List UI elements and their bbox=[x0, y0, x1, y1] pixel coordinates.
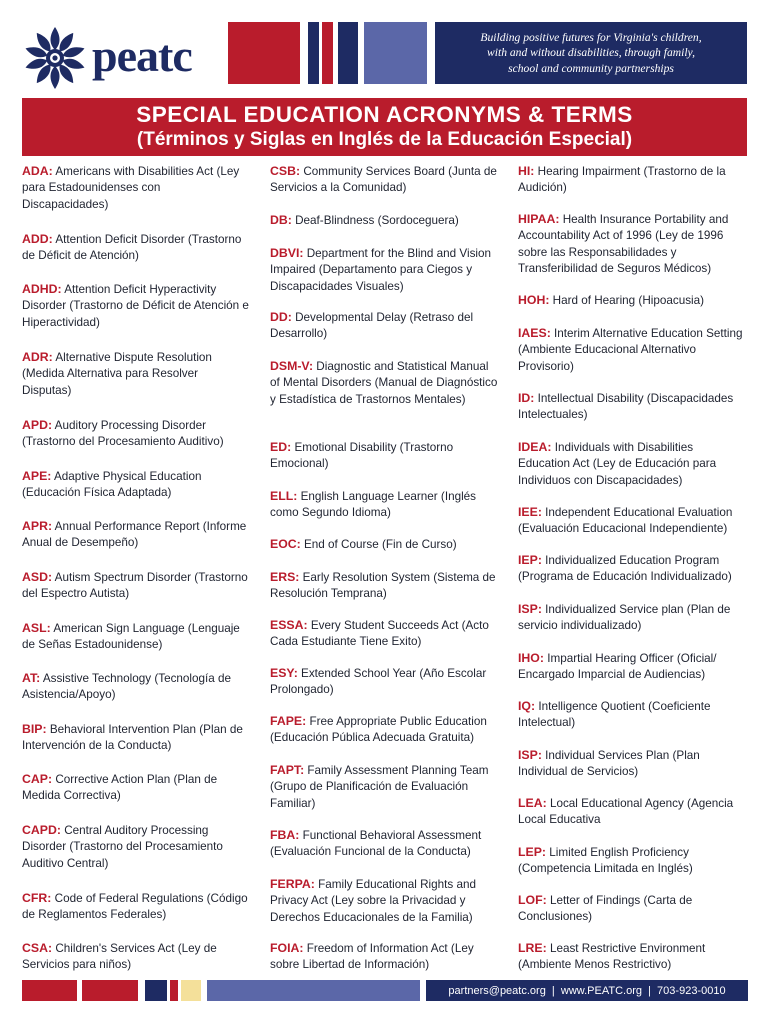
acronym-definition: Independent Educational Evaluation (Evaluación Educacional Independiente) bbox=[518, 506, 733, 536]
acronym-term: DD: bbox=[270, 310, 292, 324]
acronym-entry bbox=[22, 518, 250, 552]
acronym-entry bbox=[22, 940, 250, 974]
acronym-entry bbox=[22, 670, 250, 704]
acronym-entry bbox=[270, 713, 498, 747]
acronym-definition: Freedom of Information Act (Ley sobre Libertad de Información) bbox=[270, 942, 474, 972]
acronym-entry bbox=[518, 795, 748, 829]
acronym-term: CAP: bbox=[22, 772, 53, 786]
acronym-definition: Behavioral Intervention Plan (Plan de Intervención de la Conducta) bbox=[22, 723, 243, 753]
acronym-entry bbox=[270, 439, 498, 473]
acronym-term: FAPE: bbox=[270, 714, 307, 728]
acronym-entry bbox=[22, 771, 250, 805]
header-bar-red-2 bbox=[322, 22, 333, 84]
acronym-definition: Functional Behavioral Assessment (Evaluación Funcional de la Conducta) bbox=[270, 829, 482, 859]
acronym-definition: Adaptive Physical Education (Educación Física Adaptada) bbox=[22, 470, 202, 500]
page-subtitle: (Términos y Siglas en Inglés de la Educación Especial) bbox=[136, 129, 633, 150]
acronym-entry bbox=[518, 650, 748, 684]
acronym-definition: Local Educational Agency (Agencia Local Educativa bbox=[518, 797, 734, 827]
acronym-definition: Developmental Delay (Retraso del Desarrollo) bbox=[270, 311, 474, 341]
acronym-definition: American Sign Language (Lenguaje de Señas Estadounidense) bbox=[22, 622, 240, 652]
acronym-entry bbox=[518, 292, 748, 309]
acronym-term: ED: bbox=[270, 440, 292, 454]
acronym-entry bbox=[270, 309, 498, 343]
header-bar-red-1 bbox=[228, 22, 300, 84]
acronym-term: ASL: bbox=[22, 621, 51, 635]
acronym-entry bbox=[518, 892, 748, 926]
acronym-definition: Diagnostic and Statistical Manual of Mental Disorders (Manual de Diagnóstico y Estadística de Trastornos Mentales) bbox=[270, 360, 498, 406]
peatc-logo bbox=[22, 22, 212, 94]
acronym-entry bbox=[22, 822, 250, 872]
acronym-entry bbox=[270, 163, 498, 197]
acronym-entry bbox=[22, 468, 250, 502]
acronym-definition: Hard of Hearing (Hipoacusia) bbox=[552, 294, 705, 307]
acronym-definition: Impartial Hearing Officer (Oficial/ Encargado Imparcial de Audiencias) bbox=[518, 652, 717, 682]
acronym-entry bbox=[270, 665, 498, 699]
acronym-term: ESY: bbox=[270, 666, 298, 680]
acronym-definition: Letter of Findings (Carta de Conclusiones) bbox=[518, 894, 693, 924]
acronym-term: LEA: bbox=[518, 796, 547, 810]
acronym-definition: Attention Deficit Hyperactivity Disorder (Trastorno de Déficit de Atención e Hiperactividad) bbox=[22, 283, 249, 329]
acronym-entry bbox=[22, 569, 250, 603]
acronym-term: FOIA: bbox=[270, 941, 304, 955]
footer-bar-red-1 bbox=[22, 980, 77, 1001]
acronym-entry bbox=[518, 325, 748, 375]
acronym-term: ISP: bbox=[518, 602, 542, 616]
acronym-definition: Central Auditory Processing Disorder (Trastorno del Procesamiento Auditivo Central) bbox=[22, 824, 223, 870]
acronym-definition: Individual Services Plan (Plan Individual de Servicios) bbox=[518, 749, 700, 779]
acronym-definition: Emotional Disability (Trastorno Emocional) bbox=[270, 441, 454, 471]
acronym-definition: Free Appropriate Public Education (Educación Pública Adecuada Gratuita) bbox=[270, 715, 487, 745]
acronym-term: DB: bbox=[270, 213, 292, 227]
acronym-term: IAES: bbox=[518, 326, 551, 340]
acronym-term: ERS: bbox=[270, 570, 300, 584]
acronym-term: HI: bbox=[518, 164, 535, 178]
acronym-term: ADA: bbox=[22, 164, 53, 178]
acronym-term: IEE: bbox=[518, 505, 542, 519]
acronym-term: ADR: bbox=[22, 350, 53, 364]
acronym-entry bbox=[518, 940, 748, 974]
acronym-definition: Auditory Processing Disorder (Trastorno del Procesamiento Auditivo) bbox=[22, 419, 224, 449]
tagline-box bbox=[435, 22, 747, 84]
acronym-definition: Health Insurance Portability and Accountability Act of 1996 (Ley de 1996 sobre las Responsabilidades y Transferibilidad de Seguros Médicos) bbox=[518, 213, 729, 276]
acronym-entry bbox=[518, 552, 748, 586]
acronym-entry bbox=[518, 504, 748, 538]
acronym-entry bbox=[518, 698, 748, 732]
acronym-definition: End of Course (Fin de Curso) bbox=[304, 538, 457, 551]
acronym-definition: Family Educational Rights and Privacy Act (Ley sobre la Privacidad y Derechos Educacionales de la Familia) bbox=[270, 878, 476, 924]
acronym-entry bbox=[22, 721, 250, 755]
acronym-term: ESSA: bbox=[270, 618, 308, 632]
acronym-entry bbox=[22, 163, 250, 213]
acronym-term: IQ: bbox=[518, 699, 536, 713]
acronym-definition: Interim Alternative Education Setting (Ambiente Educacional Alternativo Provisorio) bbox=[518, 327, 743, 373]
acronym-term: DBVI: bbox=[270, 246, 304, 260]
acronym-term: LRE: bbox=[518, 941, 547, 955]
acronym-definition: Every Student Succeeds Act (Acto Cada Estudiante Tiene Exito) bbox=[270, 619, 489, 649]
acronym-entry bbox=[270, 762, 498, 812]
acronym-entry bbox=[518, 163, 748, 197]
footer-bar-red-2 bbox=[82, 980, 138, 1001]
acronym-term: ID: bbox=[518, 391, 535, 405]
acronym-entry bbox=[22, 890, 250, 924]
acronym-entry bbox=[270, 488, 498, 522]
acronym-term: FBA: bbox=[270, 828, 300, 842]
acronym-definition: Department for the Blind and Vision Impaired (Departamento para Ciegos y Discapacidades Visuales) bbox=[270, 247, 492, 293]
acronym-entry bbox=[270, 940, 498, 974]
acronym-definition: Assistive Technology (Tecnología de Asistencia/Apoyo) bbox=[22, 672, 232, 702]
logo-wordmark: peatc bbox=[92, 29, 192, 81]
acronym-definition: Corrective Action Plan (Plan de Medida Correctiva) bbox=[22, 773, 218, 803]
acronym-definition: Extended School Year (Año Escolar Prolongado) bbox=[270, 667, 487, 697]
page-title: SPECIAL EDUCATION ACRONYMS & TERMS bbox=[136, 102, 633, 127]
starburst-logo-icon bbox=[22, 25, 88, 91]
acronym-term: CSA: bbox=[22, 941, 53, 955]
acronym-definition: Children's Services Act (Ley de Servicios para niños) bbox=[22, 942, 217, 972]
footer-bar-blue bbox=[207, 980, 420, 1001]
acronym-definition: Least Restrictive Environment (Ambiente Menos Restrictivo) bbox=[518, 942, 706, 972]
acronym-definition: Intellectual Disability (Discapacidades Intelectuales) bbox=[518, 392, 734, 422]
footer-bar-red-3 bbox=[170, 980, 178, 1001]
acronym-term: ASD: bbox=[22, 570, 53, 584]
acronym-term: HOH: bbox=[518, 293, 550, 307]
acronym-definition: Attention Deficit Disorder (Trastorno de Déficit de Atención) bbox=[22, 233, 242, 263]
acronym-term: EOC: bbox=[270, 537, 301, 551]
acronym-definition: Annual Performance Report (Informe Anual de Desempeño) bbox=[22, 520, 247, 550]
acronym-entry bbox=[518, 844, 748, 878]
header-bar-blue bbox=[364, 22, 427, 84]
acronym-definition: Americans with Disabilities Act (Ley para Estadounidenses con Discapacidades) bbox=[22, 165, 240, 211]
acronym-term: HIPAA: bbox=[518, 212, 560, 226]
acronym-entry bbox=[22, 281, 250, 331]
acronym-term: AT: bbox=[22, 671, 41, 685]
footer-contact-info: partners@peatc.org | www.PEATC.org | 703-923-0010 bbox=[426, 980, 748, 1001]
acronym-definition: Intelligence Quotient (Coeficiente Intelectual) bbox=[518, 700, 711, 730]
acronym-definition: Hearing Impairment (Trastorno de la Audición) bbox=[518, 165, 726, 195]
footer-bar-yellow bbox=[181, 980, 201, 1001]
acronym-entry bbox=[22, 231, 250, 265]
acronym-entry bbox=[270, 876, 498, 926]
acronym-term: ADHD: bbox=[22, 282, 62, 296]
acronym-entry bbox=[270, 245, 498, 295]
acronym-term: ISP: bbox=[518, 748, 542, 762]
acronym-term: LEP: bbox=[518, 845, 547, 859]
footer-bar-navy-1 bbox=[145, 980, 167, 1001]
acronym-definition: Early Resolution System (Sistema de Resolución Temprana) bbox=[270, 571, 496, 601]
acronym-entry bbox=[518, 747, 748, 781]
acronym-term: BIP: bbox=[22, 722, 47, 736]
acronym-definition: Community Services Board (Junta de Servicios a la Comunidad) bbox=[270, 165, 497, 195]
acronym-term: APR: bbox=[22, 519, 53, 533]
acronym-definition: Limited English Proficiency (Competencia Limitada en Inglés) bbox=[518, 846, 693, 876]
acronym-definition: Autism Spectrum Disorder (Trastorno del Espectro Autista) bbox=[22, 571, 248, 601]
acronym-entry bbox=[270, 617, 498, 651]
acronym-entry bbox=[270, 212, 498, 229]
acronym-entry bbox=[518, 211, 748, 278]
acronym-term: IDEA: bbox=[518, 440, 552, 454]
title-band bbox=[22, 98, 747, 156]
header-bar-navy-2 bbox=[338, 22, 358, 84]
acronym-entry bbox=[270, 827, 498, 861]
acronym-entry bbox=[518, 601, 748, 635]
acronym-entry bbox=[22, 349, 250, 399]
acronym-term: CSB: bbox=[270, 164, 301, 178]
acronym-term: ELL: bbox=[270, 489, 298, 503]
acronym-term: APD: bbox=[22, 418, 53, 432]
acronym-definition: Deaf-Blindness (Sordoceguera) bbox=[295, 214, 459, 227]
acronym-term: IHO: bbox=[518, 651, 544, 665]
acronym-entry bbox=[270, 569, 498, 603]
acronym-definition: Code of Federal Regulations (Código de Reglamentos Federales) bbox=[22, 892, 248, 922]
acronym-entry bbox=[22, 620, 250, 654]
tagline-text: Building positive futures for Virginia's children, with and without disabilities, through family, school and community partnerships bbox=[480, 30, 702, 75]
acronym-definition: Individualized Education Program (Programa de Educación Individualizado) bbox=[518, 554, 732, 584]
acronym-definition: English Language Learner (Inglés como Segundo Idioma) bbox=[270, 490, 477, 520]
header-bar-navy-1 bbox=[308, 22, 319, 84]
acronym-definition: Alternative Dispute Resolution (Medida Alternativa para Resolver Disputas) bbox=[22, 351, 212, 397]
acronym-entry bbox=[270, 358, 498, 408]
acronym-entry bbox=[518, 439, 748, 489]
acronym-definition: Family Assessment Planning Team (Grupo de Planificación de Evaluación Familiar) bbox=[270, 764, 489, 810]
acronym-definition: Individualized Service plan (Plan de servicio individualizado) bbox=[518, 603, 731, 633]
acronym-term: DSM-V: bbox=[270, 359, 314, 373]
acronym-entry bbox=[270, 536, 498, 553]
acronym-definition: Individuals with Disabilities Education Act (Ley de Educación para Individuos con Discapacidades) bbox=[518, 441, 717, 487]
acronym-entry bbox=[518, 390, 748, 424]
acronym-term: APE: bbox=[22, 469, 52, 483]
acronym-entry bbox=[22, 417, 250, 451]
acronym-term: ADD: bbox=[22, 232, 53, 246]
acronym-term: CFR: bbox=[22, 891, 52, 905]
acronym-term: FERPA: bbox=[270, 877, 315, 891]
acronym-term: FAPT: bbox=[270, 763, 305, 777]
acronym-term: CAPD: bbox=[22, 823, 61, 837]
acronym-term: LOF: bbox=[518, 893, 547, 907]
acronym-term: IEP: bbox=[518, 553, 542, 567]
